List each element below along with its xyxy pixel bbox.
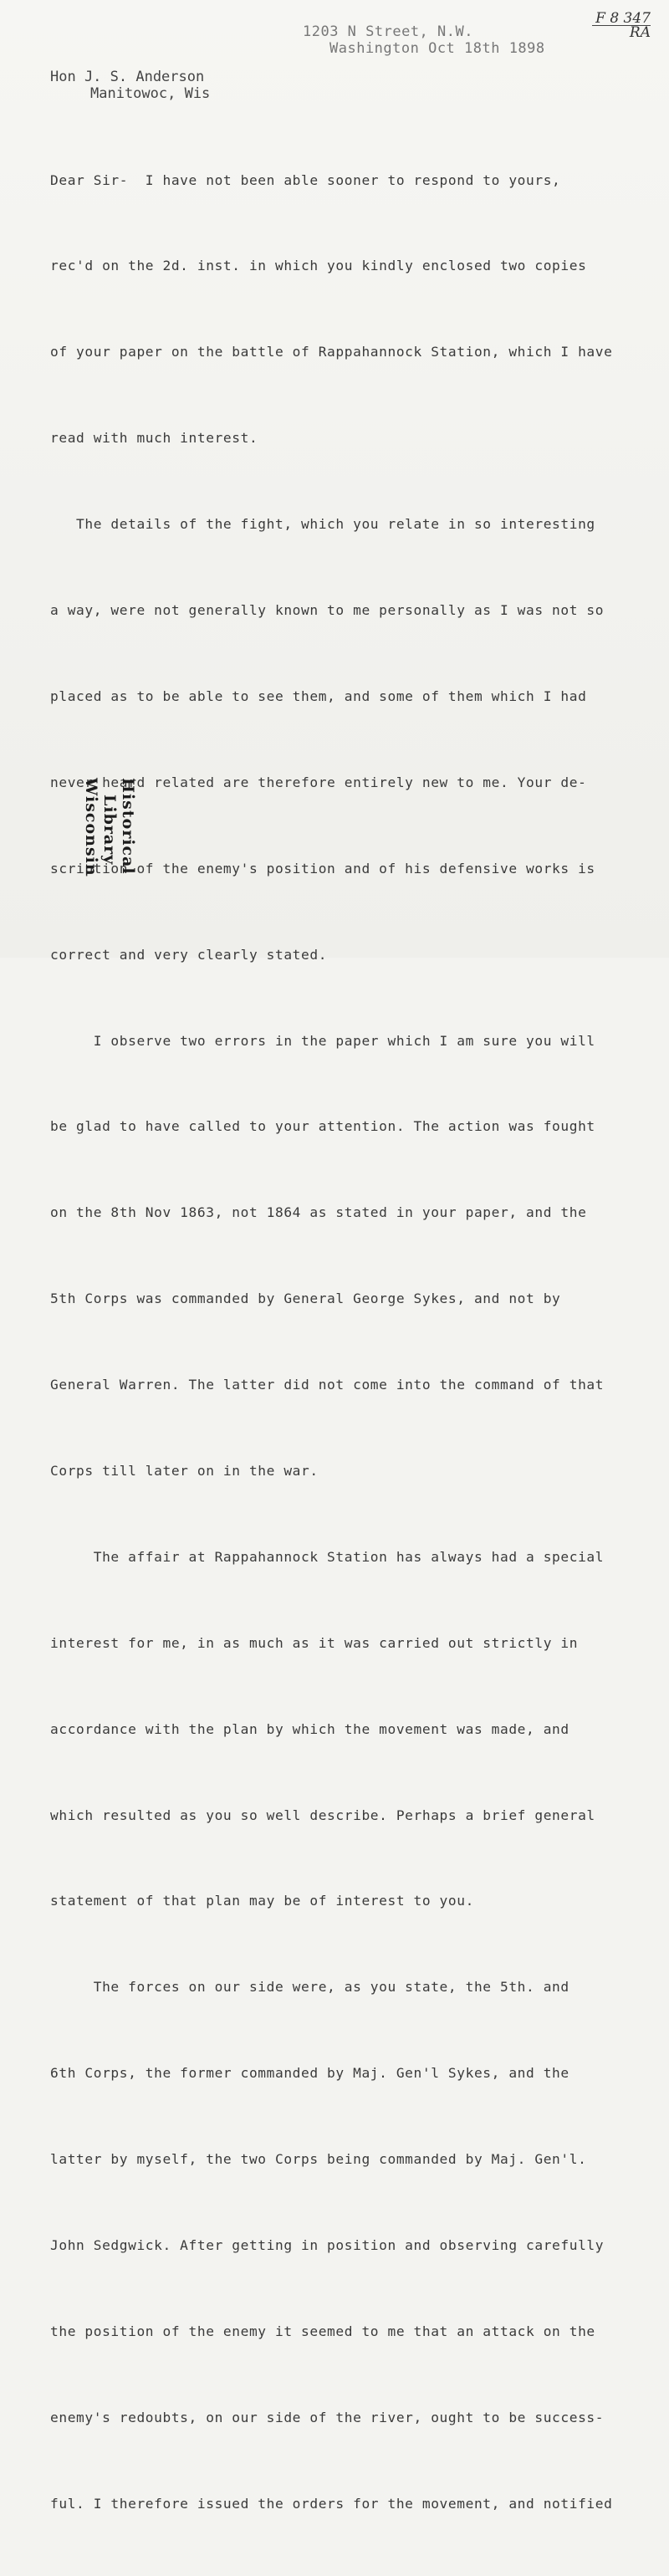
letter-line: a way, were not generally known to me personally as I was not so <box>50 602 605 619</box>
sender-address: 1203 N Street, N.W. <box>303 23 473 40</box>
letter-line: be glad to have called to your attention. The action was fought <box>50 1118 595 1135</box>
letter-line: The forces on our side were, as you state, the 5th. and <box>50 1979 569 1996</box>
library-stamp <box>82 778 137 933</box>
letter-date: Washington Oct 18th 1898 <box>329 40 545 57</box>
letter-line: interest for me, in as much as it was carried out strictly in <box>50 1634 579 1651</box>
letter-line: John Sedgwick. After getting in position and observing carefully <box>50 2236 605 2253</box>
letter-line: scription of the enemy's position and of his defensive works is <box>50 860 595 877</box>
letter-line: Corps till later on in the war. <box>50 1462 319 1479</box>
letter-line: General Warren. The latter did not come into the command of that <box>50 1377 605 1393</box>
letter-line: correct and very clearly stated. <box>50 946 328 963</box>
archive-number: F 8 347 <box>595 10 651 27</box>
letter-line: The details of the fight, which you relate in so interesting <box>50 516 595 533</box>
letter-line: which resulted as you so well describe. Perhaps a brief general <box>50 1807 595 1823</box>
letter-body <box>50 109 627 2576</box>
letter-line: of your paper on the battle of Rappahannock Station, which I have <box>50 344 613 360</box>
archive-number-note <box>559 12 651 39</box>
letter-line: on the 8th Nov 1863, not 1864 as stated in your paper, and the <box>50 1204 587 1221</box>
stamp-line-library: Library <box>100 795 119 866</box>
letter-line: the position of the enemy it seemed to me that an attack on the <box>50 2323 595 2339</box>
letter-line: latter by myself, the two Corps being commanded by Maj. Gen'l. <box>50 2151 587 2168</box>
letter-line: ful. I therefore issued the orders for the movement, and notified <box>50 2495 613 2512</box>
stamp-line-wisconsin: Wisconsin <box>82 778 100 877</box>
letter-line: statement of that plan may be of interest to you. <box>50 1893 474 1909</box>
letter-header <box>303 23 545 57</box>
letter-line: never heard related are therefore entirely new to me. Your de- <box>50 774 587 790</box>
letter-line: placed as to be able to see them, and some of them which I had <box>50 687 587 704</box>
archive-initials: RA <box>592 25 651 39</box>
addressee-block <box>50 69 210 102</box>
letter-line: read with much interest. <box>50 430 258 447</box>
letter-line: I observe two errors in the paper which I am sure you will <box>50 1032 595 1049</box>
stamp-line-historical: Historical <box>119 778 137 875</box>
letter-line: Dear Sir- I have not been able sooner to respond to yours, <box>50 171 561 188</box>
letter-line: 6th Corps, the former commanded by Maj. Gen'l Sykes, and the <box>50 2065 569 2082</box>
addressee-name: Hon J. S. Anderson <box>50 69 205 85</box>
letter-line: 5th Corps was commanded by General George Sykes, and not by <box>50 1291 561 1307</box>
letter-line: The affair at Rappahannock Station has always had a special <box>50 1548 605 1565</box>
letter-line: accordance with the plan by which the movement was made, and <box>50 1720 569 1737</box>
letter-line: rec'd on the 2d. inst. in which you kindly enclosed two copies <box>50 258 587 274</box>
addressee-location: Manitowoc, Wis <box>90 85 211 102</box>
letter-line: enemy's redoubts, on our side of the river, ought to be success- <box>50 2409 605 2425</box>
